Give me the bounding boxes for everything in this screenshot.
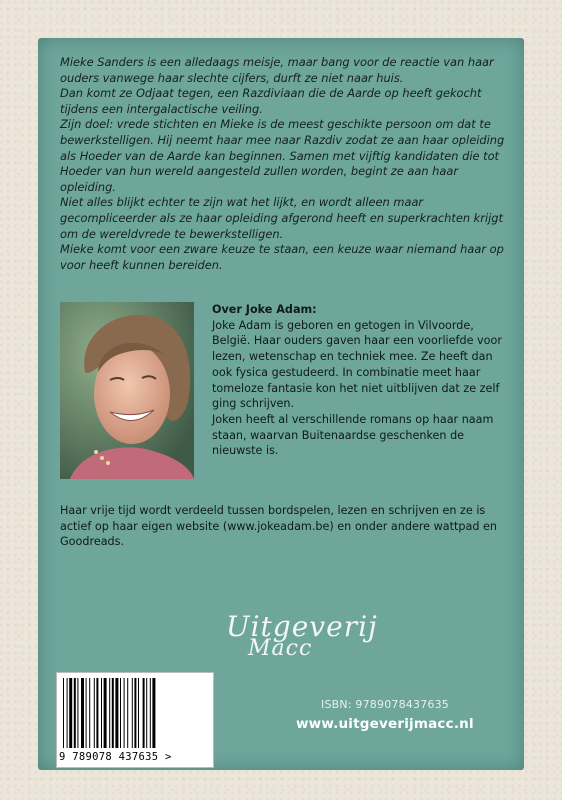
barcode — [56, 672, 214, 768]
barcode-digits: 9 789078 437635 > — [59, 751, 172, 763]
publisher-logo-line1: Uitgeverij — [226, 610, 378, 643]
author-heading: Over Joke Adam: — [212, 303, 317, 316]
synopsis — [60, 55, 510, 273]
barcode-bars — [63, 678, 207, 750]
synopsis-paragraph: Zijn doel: vrede stichten en Mieke is de meest geschikte persoon om dat te bewerkstelligen. Hij neemt haar mee naar Razdiv zodat ze aan haar opleiding als Hoeder van de Aarde kan beginnen. Samen met vijftig kandidaten die tot Hoeder van hun wereld aangesteld zullen worden, begint ze aan haar opleiding. — [60, 117, 505, 194]
synopsis-paragraph: Dan komt ze Odjaat tegen, een Razdiviaan die de Aarde op heeft gekocht tijdens een intergalactische veiling. — [60, 86, 482, 116]
author-portrait-image — [60, 302, 194, 479]
publisher-logo — [226, 610, 386, 666]
author-extra-text: Haar vrije tijd wordt verdeeld tussen bordspelen, lezen en schrijven en ze is actief op haar eigen website (www.jokeadam.be) en onder andere wattpad en Goodreads. — [60, 504, 497, 549]
author-paragraph: Joke Adam is geboren en getogen in Vilvoorde, België. Haar ouders gaven haar een voorliefde voor lezen, wetenschap en techniek mee. Ze heeft dan ook fysica gestudeerd. In combinatie meet haar tomeloze fantasie kon het niet uitblijven dat ze zelf ging schrijven. — [212, 318, 502, 411]
synopsis-paragraph: Niet alles blijkt echter te zijn wat het lijkt, en wordt alleen maar gecompliceerder als ze haar opleiding afgerond heeft en superkrachten krijgt om de wereldvrede te bewerkstelligen. — [60, 195, 503, 241]
publisher-website: www.uitgeverijmacc.nl — [296, 716, 474, 732]
author-extra — [60, 503, 515, 550]
isbn: ISBN: 9789078437635 — [321, 698, 449, 711]
synopsis-paragraph: Mieke Sanders is een alledaags meisje, maar bang voor de reactie van haar ouders vanwege haar slechte cijfers, durft ze niet naar huis. — [60, 55, 494, 85]
author-photo — [60, 302, 194, 479]
synopsis-paragraph: Mieke komt voor een zware keuze te staan, een keuze waar niemand haar op voor heeft kunnen bereiden. — [60, 242, 504, 272]
author-bio — [212, 302, 512, 459]
publisher-logo-line2: Macc — [248, 636, 313, 661]
author-paragraph: Joken heeft al verschillende romans op haar naam staan, waarvan Buitenaardse geschenken de nieuwste is. — [212, 412, 494, 458]
